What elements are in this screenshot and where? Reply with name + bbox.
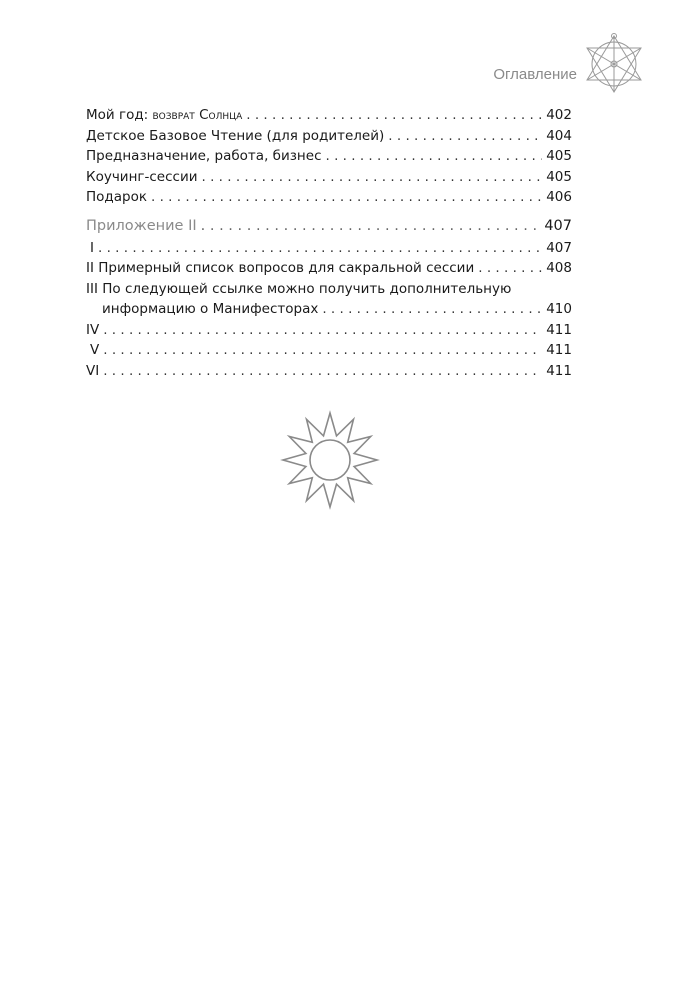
toc-sub-entry-page: 411: [546, 362, 572, 379]
toc-sub-entry[interactable]: [86, 238, 572, 259]
toc-sub-entry-title-line1: III По следующей ссылке можно получить дополнительную: [86, 280, 512, 297]
dot-leader: [326, 146, 543, 167]
toc-sub-entry-page: 411: [546, 342, 572, 358]
dot-leader: [103, 340, 542, 361]
toc-sub-entry-title-line2: информацию о Манифесторах: [102, 301, 319, 317]
toc-entry-title: Коучинг-сессии: [86, 168, 198, 185]
toc-sub-entry[interactable]: [86, 361, 572, 382]
dot-leader: [246, 105, 542, 126]
dot-leader: [103, 361, 542, 382]
toc-entry-page: 405: [546, 168, 572, 185]
toc-sub-entry[interactable]: [86, 279, 572, 320]
geometric-bodygraph-icon: [579, 28, 649, 98]
dot-leader: [322, 299, 542, 320]
toc-entry[interactable]: [86, 167, 572, 188]
dot-leader: [202, 167, 543, 188]
toc-sub-entry-page: 408: [546, 260, 572, 276]
toc-sub-entry-page: 411: [546, 321, 572, 338]
toc-entry-title: Предназначение, работа, бизнес: [86, 148, 322, 164]
toc-sub-entry-title: I: [90, 239, 94, 256]
toc-entry-page: 406: [546, 189, 572, 205]
toc-entry-title: Мой год: возврат Солнца: [86, 107, 243, 123]
toc-sub-entry-title: IV: [86, 321, 100, 338]
dot-leader: [478, 258, 542, 279]
toc-sub-entry-title: VI: [86, 362, 100, 379]
toc-entry-page: 405: [546, 148, 572, 164]
toc-entry[interactable]: [86, 187, 572, 208]
toc-sub-entry-page: 407: [546, 239, 572, 256]
dot-leader: [103, 320, 542, 341]
toc-section-page: 407: [544, 217, 572, 234]
toc-section-title: Приложение II: [86, 217, 197, 234]
toc-entry-title: Детское Базовое Чтение (для родителей): [86, 127, 385, 144]
toc-sub-entry-title: V: [90, 342, 100, 358]
toc-entry-page: 404: [546, 127, 572, 144]
toc-sub-entry-page: 410: [546, 301, 572, 317]
header-title: Оглавление: [493, 66, 577, 83]
toc-entry[interactable]: [86, 105, 572, 126]
toc-entry-title: Подарок: [86, 189, 148, 205]
toc-sub-entry-title: II Примерный список вопросов для сакральной сессии: [86, 260, 475, 276]
toc-entry-page: 402: [546, 107, 572, 123]
toc-section-appendix[interactable]: [86, 215, 572, 238]
sun-icon: [280, 405, 380, 515]
dot-leader: [98, 238, 542, 259]
dot-leader: [151, 187, 542, 208]
toc-sub-entry[interactable]: [86, 340, 572, 361]
toc-sub-entry[interactable]: [86, 320, 572, 341]
toc-entry[interactable]: [86, 146, 572, 167]
toc-entry[interactable]: [86, 126, 572, 147]
dot-leader: [201, 215, 541, 238]
dot-leader: [388, 126, 542, 147]
toc-sub-entry[interactable]: [86, 258, 572, 279]
table-of-contents: [86, 105, 572, 381]
sun-rays-outline: [283, 413, 377, 507]
